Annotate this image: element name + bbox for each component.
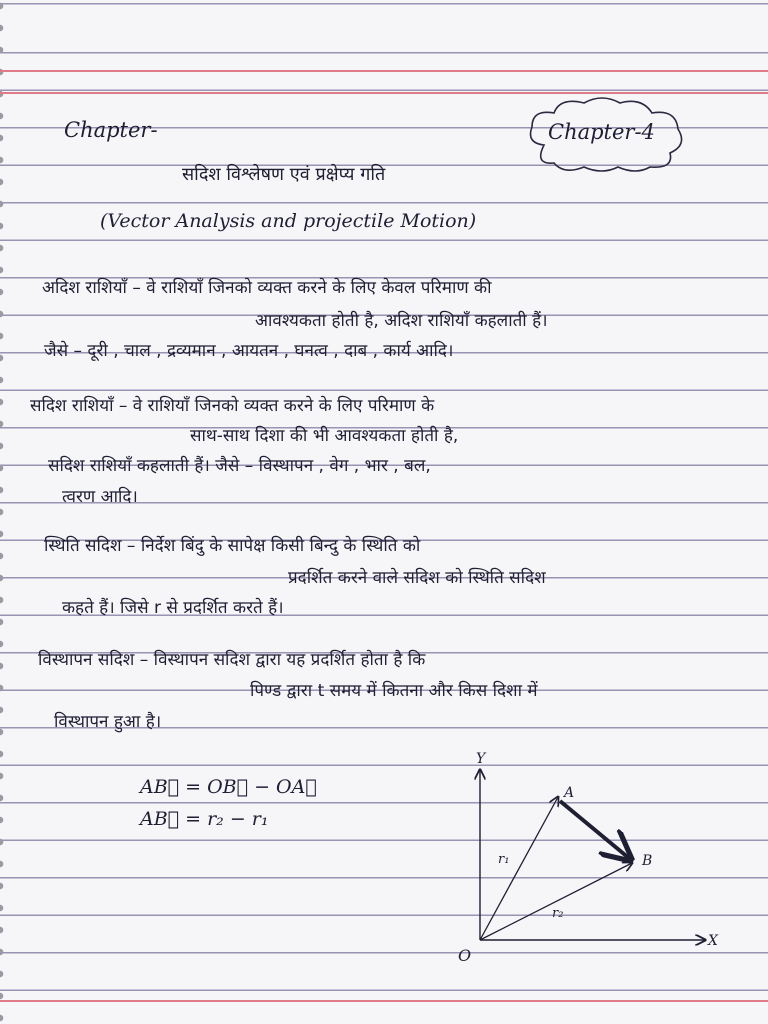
y-axis-label: Y	[476, 751, 486, 767]
position-vector-line-1: स्थिति सदिश – निर्देश बिंदु के सापेक्ष किसी बिन्दु के स्थिति को	[44, 536, 421, 556]
chapter-number-heading: Chapter-4	[548, 120, 655, 144]
r2-label: r₂	[552, 906, 564, 921]
vector-definition-line-4: त्वरण आदि।	[62, 487, 138, 507]
title-english: (Vector Analysis and projectile Motion)	[100, 210, 477, 232]
title-hindi: सदिश विश्लेषण एवं प्रक्षेप्य गति	[182, 164, 386, 185]
point-b-label: B	[642, 853, 653, 869]
spiral-holes	[0, 0, 10, 1024]
position-vector-line-3: कहते हैं। जिसे r से प्रदर्शित करते हैं।	[62, 598, 284, 618]
scalar-examples: जैसे – दूरी , चाल , द्रव्यमान , आयतन , घनत्व , दाब , कार्य आदि।	[44, 341, 454, 361]
r1-label: r₁	[498, 852, 510, 867]
top-margin-line	[0, 70, 768, 72]
ab-displacement-vector	[560, 801, 630, 859]
equation-1: AB⃗ = OB⃗ − OA⃗	[140, 776, 317, 798]
position-vector-line-2: प्रदर्शित करने वाले सदिश को स्थिति सदिश	[288, 568, 546, 588]
r2-vector	[480, 863, 632, 940]
x-axis-label: X	[708, 933, 718, 949]
vector-definition-line-1: सदिश राशियाँ – वे राशियाँ जिनको व्यक्त करने के लिए परिमाण के	[30, 396, 435, 416]
equation-2: AB⃗ = r₂ − r₁	[140, 808, 269, 830]
scalar-definition-line-2: आवश्यकता होती है, अदिश राशियाँ कहलाती हैं।	[255, 311, 548, 331]
origin-label: O	[458, 946, 472, 965]
point-a-label: A	[564, 785, 575, 801]
displacement-vector-diagram	[440, 745, 730, 975]
displacement-vector-line-3: विस्थापन हुआ है।	[54, 712, 162, 732]
top-margin-line-2	[0, 92, 768, 94]
bottom-margin-line	[0, 1000, 768, 1002]
scalar-definition-line-1: अदिश राशियाँ – वे राशियाँ जिनको व्यक्त करने के लिए केवल परिमाण की	[42, 278, 492, 298]
displacement-vector-line-1: विस्थापन सदिश – विस्थापन सदिश द्वारा यह प्रदर्शित होता है कि	[38, 650, 426, 670]
vector-definition-line-2: साथ-साथ दिशा की भी आवश्यकता होती है,	[190, 426, 459, 446]
vector-definition-line-3: सदिश राशियाँ कहलाती हैं। जैसे – विस्थापन , वेग , भार , बल,	[48, 456, 431, 476]
chapter-heading-left: Chapter-	[64, 118, 158, 142]
displacement-vector-line-2: पिण्ड द्वारा t समय में कितना और किस दिशा में	[250, 681, 538, 701]
r1-vector	[480, 797, 558, 940]
